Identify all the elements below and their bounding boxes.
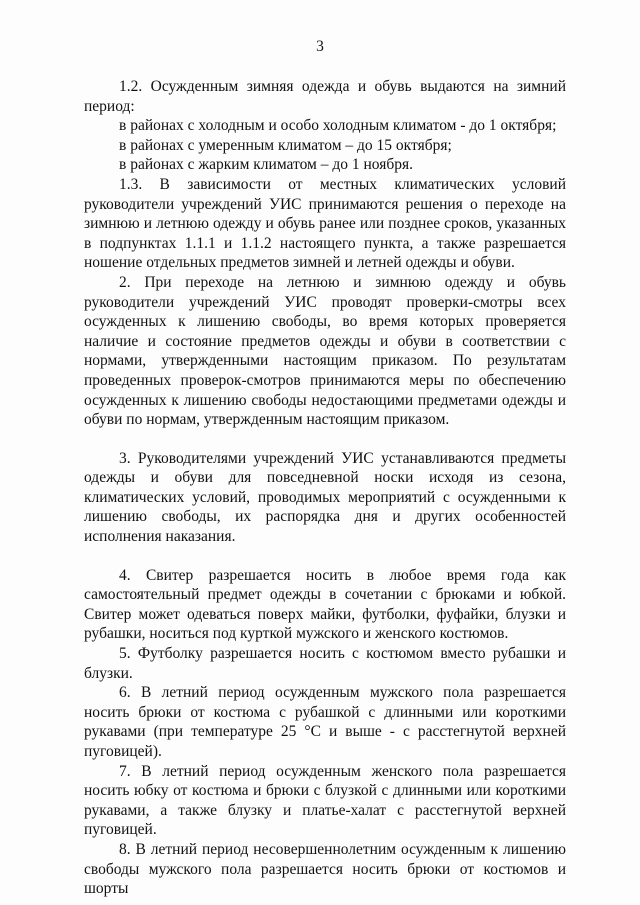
list-item-hot-climate: в районах с жарким климатом – до 1 ноября. xyxy=(119,156,414,174)
page-number: 3 xyxy=(316,38,324,55)
paragraph-8: 8. В летний период несовершеннолетним осужденным к лишению свободы мужского пола разрешается носить брюки от костюмов и шорты xyxy=(84,840,566,898)
paragraph-7: 7. В летний период осужденным женского пола разрешается носить юбку от костюма и брюки с блузкой с длинными или короткими рукавами, а также блузку и платье-халат с расстегнутой верхней пуговицей. xyxy=(84,762,566,839)
paragraph-gap xyxy=(84,430,566,449)
list-item-cold-climate: в районах с холодным и особо холодным климатом - до 1 октября; xyxy=(119,117,557,135)
paragraph-6: 6. В летний период осужденным мужского пола разрешается носить брюки от костюма с рубашкой с длинными или короткими рукавами (при температуре 25 °С и выше - с расстегнутой верхней пуговицей). xyxy=(84,684,566,760)
document-body xyxy=(84,77,566,899)
paragraph-gap xyxy=(84,547,566,566)
paragraph-3: 3. Руководителями учреждений УИС устанавливаются предметы одежды и обуви для повседневной носки исходя из сезона, климатических условий, проводимых мероприятий с осужденными к лишению свободы, их распорядка дня и других особенностей исполнения наказания. xyxy=(84,449,566,546)
paragraph-5: 5. Футболку разрешается носить с костюмом вместо рубашки и блузки. xyxy=(84,645,566,682)
list-item-moderate-climate: в районах с умеренным климатом – до 15 октября; xyxy=(119,136,452,154)
paragraph-2: 2. При переходе на летнюю и зимнюю одежду и обувь руководители учреждений УИС проводят проверки-смотры всех осужденных к лишению свободы, во время которых проверяется наличие и состояние предметов одежды и обуви в соответствии с нормами, утвержденными настоящим приказом. По результатам проведенных проверок-смотров принимаются меры по обеспечению осужденных к лишению свободы недостающими предметами одежды и обуви по нормам, утвержденным настоящим приказом. xyxy=(84,273,566,429)
paragraph-4: 4. Свитер разрешается носить в любое время года как самостоятельный предмет одежды в сочетании с брюками и юбкой. Свитер может одеваться поверх майки, футболки, фуфайки, блузки и рубашки, носиться под курткой мужского и женского костюмов. xyxy=(84,566,566,643)
paragraph-1-2: 1.2. Осужденным зимняя одежда и обувь выдаются на зимний период: xyxy=(84,78,566,115)
paragraph-1-3: 1.3. В зависимости от местных климатических условий руководители учреждений УИС принимаются решения о переходе на зимнюю и летнюю одежду и обувь ранее или позднее сроков, указанных в подпунктах 1.1.1 и 1.1.2 настоящего пункта, а также разрешается ношение отдельных предметов зимней и летней одежды и обуви. xyxy=(84,175,566,272)
